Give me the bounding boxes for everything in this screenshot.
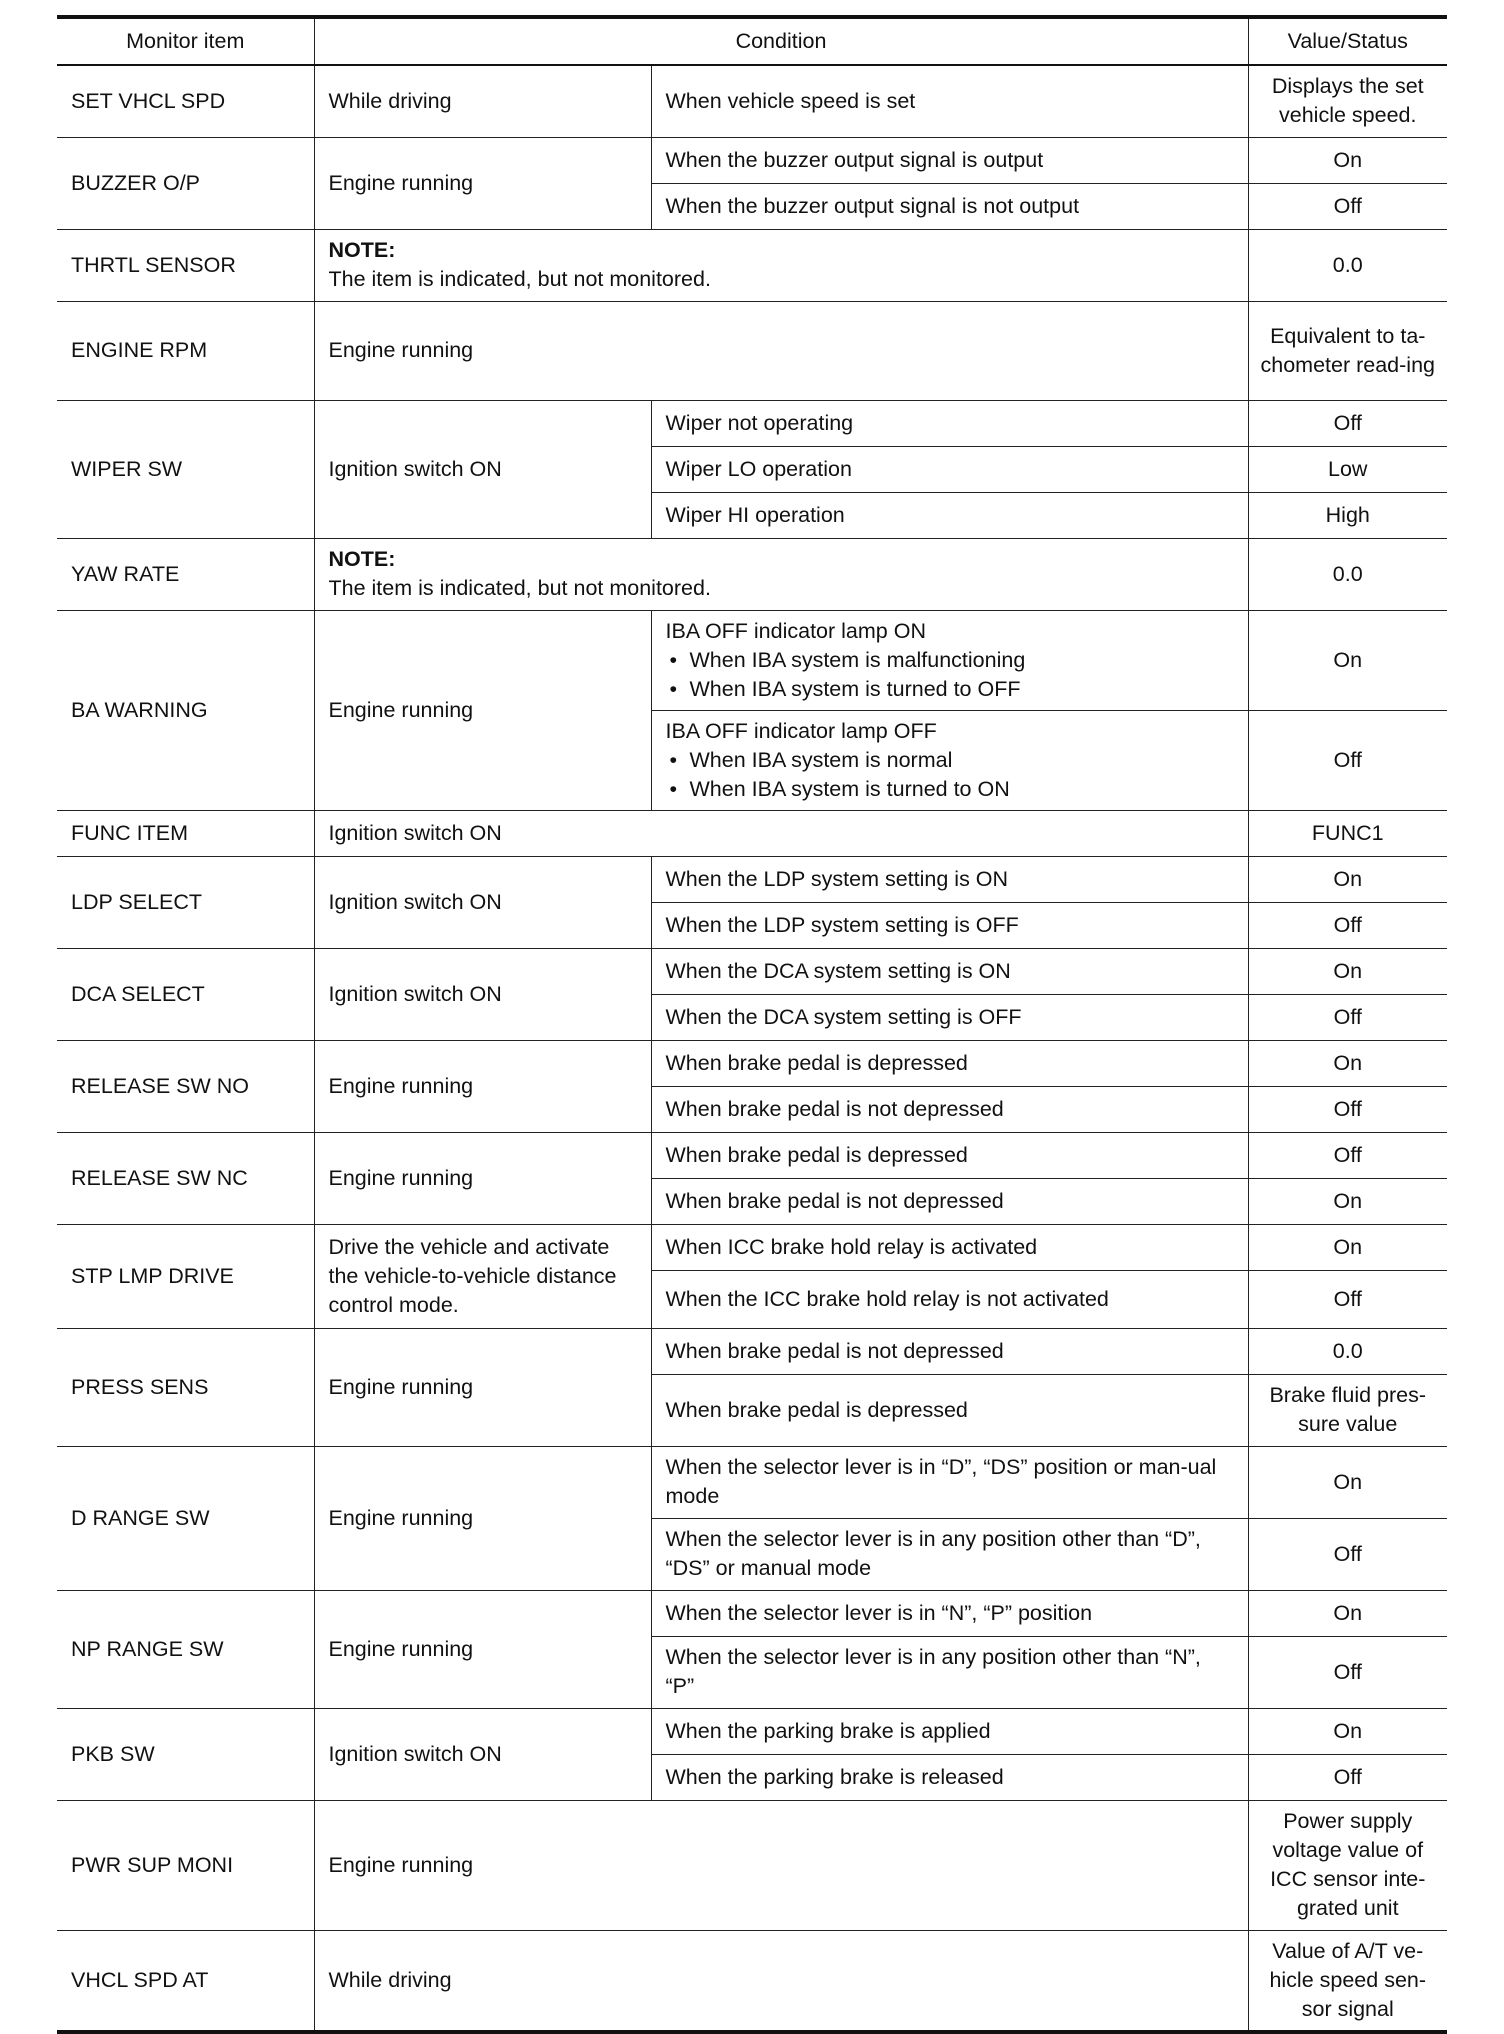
sub-condition-cell: When the selector lever is in “D”, “DS” position or man-ual mode	[651, 1446, 1248, 1518]
value-cell: Power supply voltage value of ICC sensor inte-grated unit	[1248, 1800, 1447, 1930]
bullet-item: • When IBA system is malfunctioning	[666, 646, 1234, 675]
condition-cell: While driving	[314, 1930, 1248, 2032]
table-row	[57, 1446, 1447, 1518]
value-cell: Off	[1248, 710, 1447, 810]
monitor-item-cell: DCA SELECT	[57, 948, 314, 1040]
table-header-row	[57, 17, 1447, 65]
condition-cell: Engine running	[314, 1800, 1248, 1930]
value-cell: On	[1248, 1446, 1447, 1518]
sub-condition-cell: When vehicle speed is set	[651, 65, 1248, 137]
monitor-item-cell: PWR SUP MONI	[57, 1800, 314, 1930]
value-cell: Off	[1248, 1086, 1447, 1132]
table-row	[57, 538, 1447, 610]
condition-cell: Engine running	[314, 301, 1248, 400]
table-row	[57, 1328, 1447, 1374]
table-row	[57, 948, 1447, 994]
value-cell: Equivalent to ta-chometer read-ing	[1248, 301, 1447, 400]
table-row	[57, 137, 1447, 183]
monitor-item-cell: BA WARNING	[57, 610, 314, 810]
table-row	[57, 610, 1447, 710]
sub-condition-cell: When the buzzer output signal is not output	[651, 183, 1248, 229]
value-cell: High	[1248, 492, 1447, 538]
value-cell: 0.0	[1248, 538, 1447, 610]
value-cell: Off	[1248, 1518, 1447, 1590]
monitor-item-cell: SET VHCL SPD	[57, 65, 314, 137]
note-text: The item is indicated, but not monitored.	[328, 267, 711, 291]
value-cell: Off	[1248, 183, 1447, 229]
value-cell: Low	[1248, 446, 1447, 492]
monitor-item-cell: THRTL SENSOR	[57, 229, 314, 301]
condition-cell: Ignition switch ON	[314, 948, 651, 1040]
monitor-item-cell: FUNC ITEM	[57, 810, 314, 856]
sub-condition-cell: When the DCA system setting is ON	[651, 948, 1248, 994]
condition-cell: Engine running	[314, 137, 651, 229]
value-cell: On	[1248, 1040, 1447, 1086]
value-cell: On	[1248, 1224, 1447, 1270]
monitor-item-cell: RELEASE SW NC	[57, 1132, 314, 1224]
table-row	[57, 400, 1447, 446]
sub-condition-cell: When brake pedal is depressed	[651, 1374, 1248, 1446]
value-cell: On	[1248, 610, 1447, 710]
header-value-status: Value/Status	[1248, 17, 1447, 65]
sub-condition-cell: Wiper not operating	[651, 400, 1248, 446]
sub-condition-cell: When brake pedal is not depressed	[651, 1086, 1248, 1132]
sub-condition-cell: Wiper LO operation	[651, 446, 1248, 492]
condition-cell: Ignition switch ON	[314, 1708, 651, 1800]
value-cell: On	[1248, 1708, 1447, 1754]
sub-condition-cell: When the LDP system setting is ON	[651, 856, 1248, 902]
header-monitor-item: Monitor item	[57, 17, 314, 65]
monitor-item-cell: LDP SELECT	[57, 856, 314, 948]
value-cell: Displays the set vehicle speed.	[1248, 65, 1447, 137]
sub-condition-cell: When the ICC brake hold relay is not activated	[651, 1270, 1248, 1328]
value-cell: Value of A/T ve-hicle speed sen-sor signal	[1248, 1930, 1447, 2032]
value-cell: Off	[1248, 994, 1447, 1040]
table-row	[57, 1040, 1447, 1086]
monitor-table-container	[57, 15, 1447, 2034]
sub-condition-cell: When the selector lever is in any position other than “D”, “DS” or manual mode	[651, 1518, 1248, 1590]
monitor-item-cell: VHCL SPD AT	[57, 1930, 314, 2032]
monitor-item-table	[57, 15, 1447, 2034]
monitor-item-cell: BUZZER O/P	[57, 137, 314, 229]
value-cell: 0.0	[1248, 1328, 1447, 1374]
monitor-item-cell: YAW RATE	[57, 538, 314, 610]
note-text: The item is indicated, but not monitored.	[328, 576, 711, 600]
value-cell: Brake fluid pres-sure value	[1248, 1374, 1447, 1446]
sub-condition-cell: When brake pedal is not depressed	[651, 1328, 1248, 1374]
value-cell: Off	[1248, 1754, 1447, 1800]
header-condition: Condition	[314, 17, 1248, 65]
value-cell: On	[1248, 856, 1447, 902]
monitor-item-cell: PRESS SENS	[57, 1328, 314, 1446]
condition-cell: Engine running	[314, 610, 651, 810]
condition-cell: While driving	[314, 65, 651, 137]
note-label: NOTE:	[328, 238, 396, 262]
sub-condition-title: IBA OFF indicator lamp OFF	[665, 718, 937, 743]
sub-condition-cell	[651, 710, 1248, 810]
note-cell	[314, 229, 1248, 301]
sub-condition-cell: When brake pedal is not depressed	[651, 1178, 1248, 1224]
sub-condition-cell: When the parking brake is applied	[651, 1708, 1248, 1754]
value-cell: On	[1248, 1590, 1447, 1636]
sub-condition-cell: When the LDP system setting is OFF	[651, 902, 1248, 948]
sub-condition-cell: When the buzzer output signal is output	[651, 137, 1248, 183]
table-row	[57, 1224, 1447, 1270]
table-row	[57, 1590, 1447, 1636]
monitor-item-cell: RELEASE SW NO	[57, 1040, 314, 1132]
monitor-item-cell: STP LMP DRIVE	[57, 1224, 314, 1328]
value-cell: FUNC1	[1248, 810, 1447, 856]
condition-cell: Engine running	[314, 1446, 651, 1590]
sub-condition-cell: When the DCA system setting is OFF	[651, 994, 1248, 1040]
condition-cell: Ignition switch ON	[314, 810, 1248, 856]
value-cell: Off	[1248, 902, 1447, 948]
table-row	[57, 65, 1447, 137]
value-cell: On	[1248, 948, 1447, 994]
monitor-item-cell: D RANGE SW	[57, 1446, 314, 1590]
monitor-item-cell: NP RANGE SW	[57, 1590, 314, 1708]
monitor-item-cell: WIPER SW	[57, 400, 314, 538]
condition-cell: Engine running	[314, 1328, 651, 1446]
monitor-item-cell: PKB SW	[57, 1708, 314, 1800]
table-row	[57, 1132, 1447, 1178]
condition-cell: Engine running	[314, 1590, 651, 1708]
value-cell: Off	[1248, 1132, 1447, 1178]
sub-condition-cell: Wiper HI operation	[651, 492, 1248, 538]
sub-condition-cell: When the selector lever is in any position other than “N”, “P”	[651, 1636, 1248, 1708]
bullet-item: • When IBA system is turned to ON	[666, 775, 1234, 804]
sub-condition-cell: When ICC brake hold relay is activated	[651, 1224, 1248, 1270]
sub-condition-title: IBA OFF indicator lamp ON	[665, 618, 926, 643]
value-cell: Off	[1248, 1270, 1447, 1328]
table-row	[57, 1708, 1447, 1754]
table-row	[57, 229, 1447, 301]
value-cell: Off	[1248, 1636, 1447, 1708]
condition-cell: Drive the vehicle and activate the vehicle-to-vehicle distance control mode.	[314, 1224, 651, 1328]
table-row	[57, 1930, 1447, 2032]
sub-condition-cell: When the selector lever is in “N”, “P” position	[651, 1590, 1248, 1636]
sub-condition-cell: When the parking brake is released	[651, 1754, 1248, 1800]
condition-cell: Ignition switch ON	[314, 400, 651, 538]
bullet-item: • When IBA system is normal	[666, 746, 1234, 775]
value-cell: On	[1248, 137, 1447, 183]
sub-condition-cell	[651, 610, 1248, 710]
monitor-item-cell: ENGINE RPM	[57, 301, 314, 400]
condition-cell: Ignition switch ON	[314, 856, 651, 948]
table-row	[57, 810, 1447, 856]
value-cell: 0.0	[1248, 229, 1447, 301]
sub-condition-cell: When brake pedal is depressed	[651, 1132, 1248, 1178]
condition-cell: Engine running	[314, 1132, 651, 1224]
table-row	[57, 1800, 1447, 1930]
value-cell: On	[1248, 1178, 1447, 1224]
sub-condition-cell: When brake pedal is depressed	[651, 1040, 1248, 1086]
note-cell	[314, 538, 1248, 610]
table-row	[57, 856, 1447, 902]
note-label: NOTE:	[328, 547, 396, 571]
bullet-item: • When IBA system is turned to OFF	[666, 675, 1234, 704]
condition-cell: Engine running	[314, 1040, 651, 1132]
value-cell: Off	[1248, 400, 1447, 446]
table-row	[57, 301, 1447, 400]
